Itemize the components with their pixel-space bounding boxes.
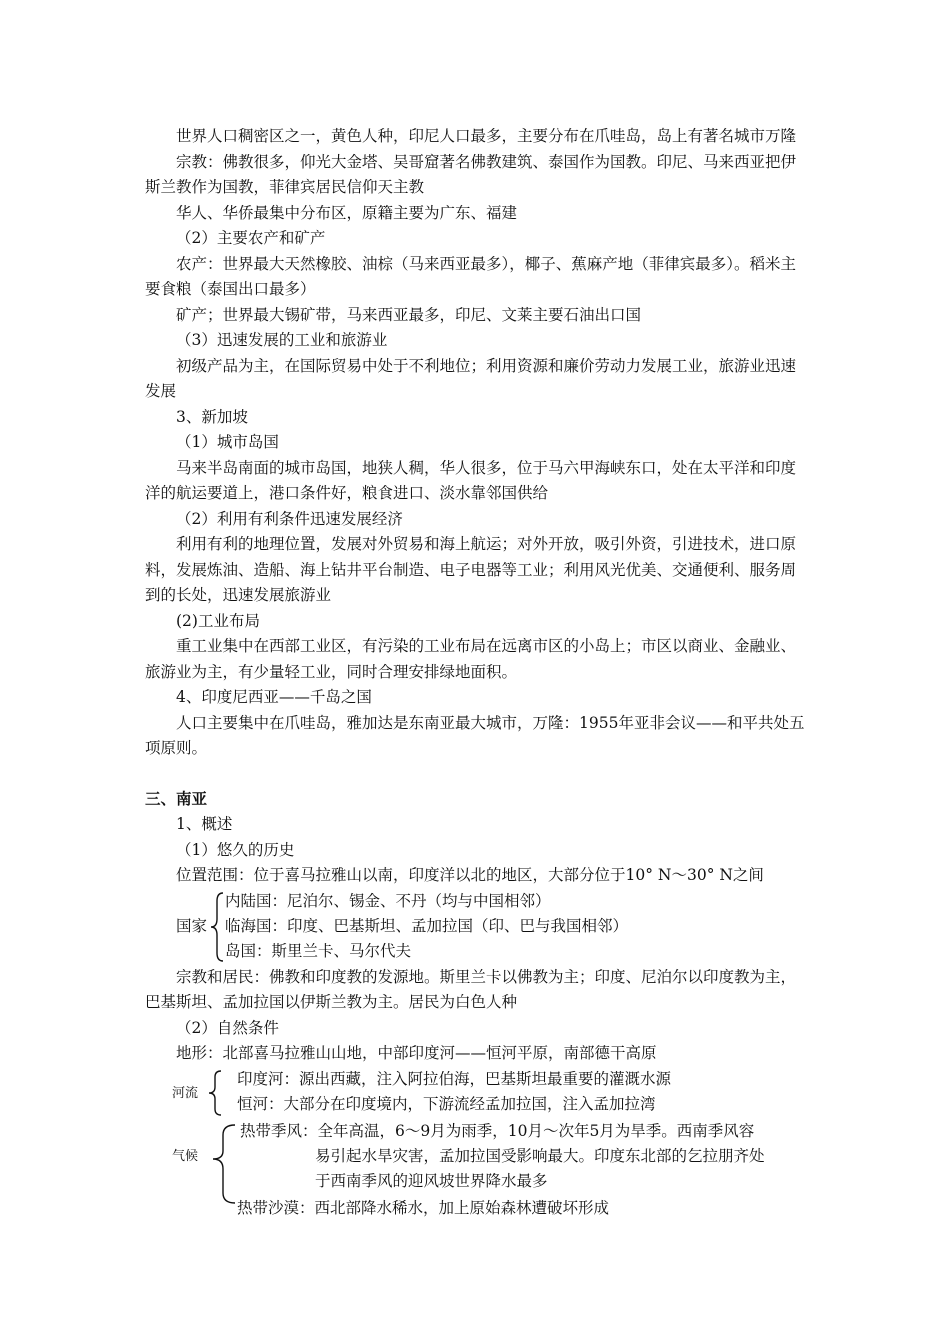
brace-icon [211,1123,237,1205]
paragraph: 华人、华侨最集中分布区，原籍主要为广东、福建 [176,203,518,222]
paragraph: 宗教：佛教很多，仰光大金塔、吴哥窟著名佛教建筑、泰国作为国教。印尼、马来西亚把伊斯兰教作为国教，菲律宾居民信仰天主教 [145,152,797,196]
brace-icon [207,1069,223,1117]
paragraph: 世界人口稠密区之一，黄色人种，印尼人口最多，主要分布在爪哇岛，岛上有著名城市万隆 [176,127,797,145]
document-body [145,124,810,1223]
subheading: （3）迅速发展的工业和旅游业 [176,331,388,349]
paragraph: 地形：北部喜马拉雅山山地，中部印度河——恒河平原，南部德干高原 [176,1044,657,1062]
paragraph: 人口主要集中在爪哇岛，雅加达是东南亚最大城市，万隆：1955年亚非会议——和平共处五项原则。 [145,713,805,757]
brace-icon [209,891,225,963]
river-label: 河流 [172,1085,199,1101]
section-title: 三、南亚 [145,789,208,808]
climate-item: 易引起水旱灾害，孟加拉国受影响最大。印度东北部的乞拉朋齐处 [315,1146,765,1165]
river-item: 印度河：源出西藏，注入阿拉伯海，巴基斯坦最重要的灌溉水源 [237,1069,672,1088]
paragraph: 初级产品为主，在国际贸易中处于不利地位；利用资源和廉价劳动力发展工业，旅游业迅速发展 [145,356,797,400]
paragraph: 利用有利的地理位置，发展对外贸易和海上航运；对外开放，吸引外资，引进技术，进口原料，发展炼油、造船、海上钻井平台制造、电子电器等工业；利用风光优美、交通便利、服务周到的长处，迅速发展旅游业 [145,535,797,604]
subheading: （1）悠久的历史 [176,840,295,859]
climate-item: 于西南季风的迎风坡世界降水最多 [315,1171,548,1190]
paragraph: 重工业集中在西部工业区，有污染的工业布局在远离市区的小岛上；市区以商业、金融业、旅游业为主，有少量轻工业，同时合理安排绿地面积。 [145,637,797,681]
climate-label: 气候 [172,1148,199,1164]
paragraph: 宗教和居民：佛教和印度教的发源地。斯里兰卡以佛教为主；印度、尼泊尔以印度教为主，巴基斯坦、孟加拉国以伊斯兰教为主。居民为白色人种 [145,967,797,1011]
country-item: 内陆国：尼泊尔、锡金、不丹（均与中国相邻） [225,891,551,910]
river-item: 恒河：大部分在印度境内，下游流经孟加拉国，注入孟加拉湾 [237,1094,656,1113]
paragraph: 位置范围：位于喜马拉雅山以南，印度洋以北的地区，大部分位于10° N～30° N之间 [176,866,764,884]
subheading: 4、印度尼西亚——千岛之国 [176,688,372,706]
paragraph: 马来半岛南面的城市岛国，地狭人稠，华人很多，位于马六甲海峡东口，处在太平洋和印度洋的航运要道上，港口条件好，粮食进口、淡水靠邻国供给 [145,458,797,502]
subheading: 1、概述 [176,815,233,833]
subheading: 3、新加坡 [176,407,248,426]
paragraph: 矿产；世界最大锡矿带，马来西亚最多，印尼、文莱主要石油出口国 [176,305,642,324]
climate-item: 热带季风：全年高温，6～9月为雨季，10月～次年5月为旱季。西南季风容 [240,1121,755,1140]
country-group [145,889,810,965]
paragraph: 农产：世界最大天然橡胶、油棕（马来西亚最多），椰子、蕉麻产地（菲律宾最多）。稻米主要食粮（泰国出口最多） [145,254,797,298]
climate-item: 热带沙漠：西北部降水稀水，加上原始森林遭破坏形成 [237,1198,610,1217]
climate-group [145,1119,810,1223]
subheading: （2）自然条件 [176,1018,279,1037]
subheading: （1）城市岛国 [176,433,279,451]
subheading: (2)工业布局 [176,611,260,630]
river-group [145,1067,810,1119]
country-item: 岛国：斯里兰卡、马尔代夫 [225,941,412,960]
country-item: 临海国：印度、巴基斯坦、孟加拉国（印、巴与我国相邻） [225,916,629,935]
subheading: （2）利用有利条件迅速发展经济 [176,509,403,528]
country-label: 国家 [176,916,208,935]
subheading: （2）主要农产和矿产 [176,229,326,247]
